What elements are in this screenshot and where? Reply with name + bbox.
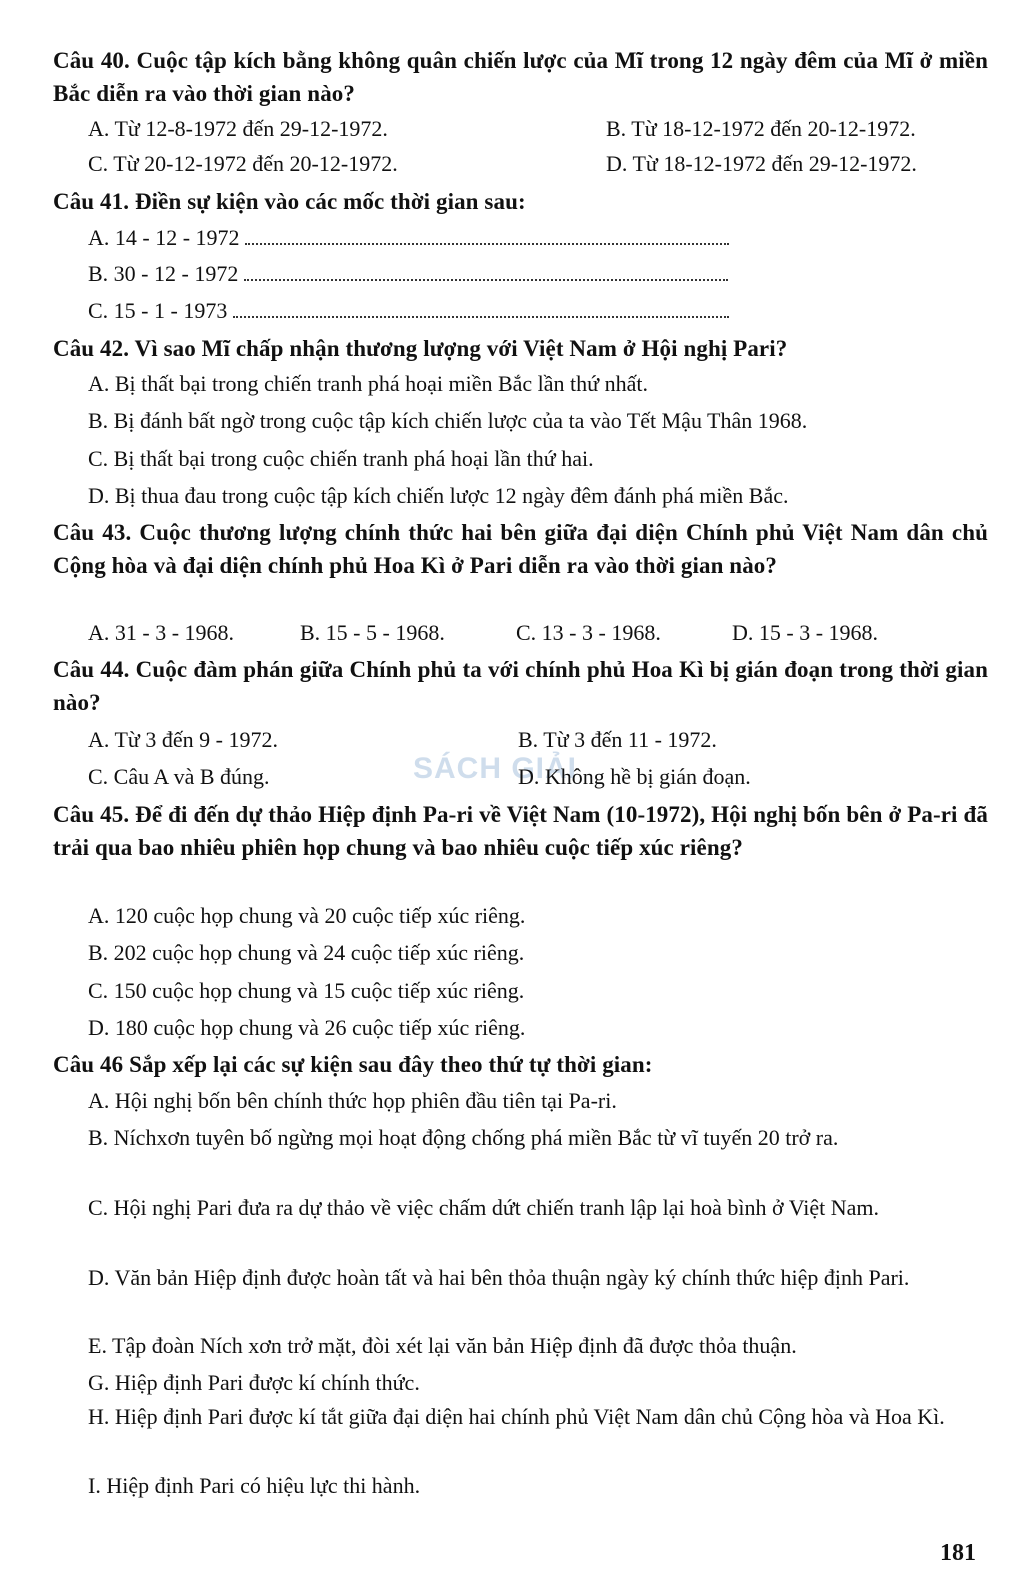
q40-option-a: A. Từ 12-8-1972 đến 29-12-1972. (88, 116, 388, 141)
q46-option-b: B. Níchxơn tuyên bố ngừng mọi hoạt động chống phá miền Bắc từ vĩ tuyến 20 trở ra. (88, 1125, 839, 1150)
q42-option-c: C. Bị thất bại trong cuộc chiến tranh phá hoại lần thứ hai. (88, 446, 594, 471)
q43-option-a: A. 31 - 3 - 1968. (88, 620, 235, 645)
q44-option-b: B. Từ 3 đến 11 - 1972. (518, 727, 717, 752)
q40-option-c: C. Từ 20-12-1972 đến 20-12-1972. (88, 151, 398, 176)
q41-option-b-row (88, 257, 988, 290)
q43-option-c: C. 13 - 3 - 1968. (516, 620, 661, 645)
watermark-logo: SÁCH GIẢI (413, 752, 578, 785)
q43-option-d: D. 15 - 3 - 1968. (732, 620, 879, 645)
q40-options-row-1 (88, 112, 988, 145)
q41-option-c-row (88, 294, 988, 327)
question-44: Câu 44. Cuộc đàm phán giữa Chính phủ ta với chính phủ Hoa Kì bị gián đoạn trong thời gian nào? (53, 657, 988, 715)
q42-option-a: A. Bị thất bại trong chiến tranh phá hoại miền Bắc lần thứ nhất. (88, 371, 648, 396)
q43-option-b: B. 15 - 5 - 1968. (300, 620, 445, 645)
question-45: Câu 45. Để đi đến dự thảo Hiệp định Pa-ri về Việt Nam (10-1972), Hội nghị bốn bên ở Pa-ri đã trải qua bao nhiêu phiên họp chung và bao nhiêu cuộc tiếp xúc riêng? (53, 802, 988, 860)
fill-in-blank-line (233, 296, 729, 318)
q46-option-i: I. Hiệp định Pari có hiệu lực thi hành. (88, 1473, 421, 1498)
q46-option-g: G. Hiệp định Pari được kí chính thức. (88, 1370, 420, 1395)
question-40: Câu 40. Cuộc tập kích bằng không quân chiến lược của Mĩ trong 12 ngày đêm của Mĩ ở miền Bắc diễn ra vào thời gian nào? (53, 48, 988, 106)
q41-option-c: C. 15 - 1 - 1973 (88, 298, 228, 323)
q42-option-d: D. Bị thua đau trong cuộc tập kích chiến lược 12 ngày đêm đánh phá miền Bắc. (88, 483, 789, 508)
question-43: Câu 43. Cuộc thương lượng chính thức hai bên giữa đại diện Chính phủ Việt Nam dân chủ Cộng hòa và đại diện chính phủ Hoa Kì ở Pari diễn ra vào thời gian nào? (53, 520, 988, 578)
q40-option-d: D. Từ 18-12-1972 đến 29-12-1972. (606, 151, 917, 176)
q44-options-row-1 (88, 723, 988, 756)
q46-option-h: H. Hiệp định Pari được kí tắt giữa đại diện hai chính phủ Việt Nam dân chủ Cộng hòa và Hoa Kì. (88, 1404, 945, 1429)
page-number: 181 (940, 1540, 976, 1566)
question-41: Câu 41. Điền sự kiện vào các mốc thời gian sau: (53, 189, 526, 214)
q46-option-e: E. Tập đoàn Ních xơn trở mặt, đòi xét lại văn bản Hiệp định đã được thỏa thuận. (88, 1333, 797, 1358)
q45-option-d: D. 180 cuộc họp chung và 26 cuộc tiếp xúc riêng. (88, 1015, 526, 1040)
q42-option-b: B. Bị đánh bất ngờ trong cuộc tập kích chiến lược của ta vào Tết Mậu Thân 1968. (88, 408, 808, 433)
q45-option-b: B. 202 cuộc họp chung và 24 cuộc tiếp xúc riêng. (88, 940, 525, 965)
q45-option-c: C. 150 cuộc họp chung và 15 cuộc tiếp xúc riêng. (88, 978, 525, 1003)
question-42: Câu 42. Vì sao Mĩ chấp nhận thương lượng với Việt Nam ở Hội nghị Pari? (53, 336, 788, 361)
fill-in-blank-line (245, 223, 729, 245)
q46-option-d: D. Văn bản Hiệp định được hoàn tất và hai bên thỏa thuận ngày ký chính thức hiệp định Pari. (88, 1265, 910, 1290)
q41-option-a: A. 14 - 12 - 1972 (88, 225, 240, 250)
question-46: Câu 46 Sắp xếp lại các sự kiện sau đây theo thứ tự thời gian: (53, 1052, 653, 1077)
q45-option-a: A. 120 cuộc họp chung và 20 cuộc tiếp xúc riêng. (88, 903, 526, 928)
q44-option-c: C. Câu A và B đúng. (88, 764, 270, 789)
q44-option-a: A. Từ 3 đến 9 - 1972. (88, 727, 278, 752)
q40-option-b: B. Từ 18-12-1972 đến 20-12-1972. (606, 116, 916, 141)
fill-in-blank-line (244, 259, 728, 281)
q41-option-b: B. 30 - 12 - 1972 (88, 261, 239, 286)
q40-options-row-2 (88, 147, 988, 180)
q41-option-a-row (88, 221, 988, 254)
q46-option-a: A. Hội nghị bốn bên chính thức họp phiên đầu tiên tại Pa-ri. (88, 1088, 617, 1113)
q46-option-c: C. Hội nghị Pari đưa ra dự thảo về việc chấm dứt chiến tranh lập lại hoà bình ở Việt Nam. (88, 1195, 880, 1220)
q44-option-d: D. Không hề bị gián đoạn. (518, 764, 751, 789)
q44-options-row-2 (88, 760, 988, 793)
